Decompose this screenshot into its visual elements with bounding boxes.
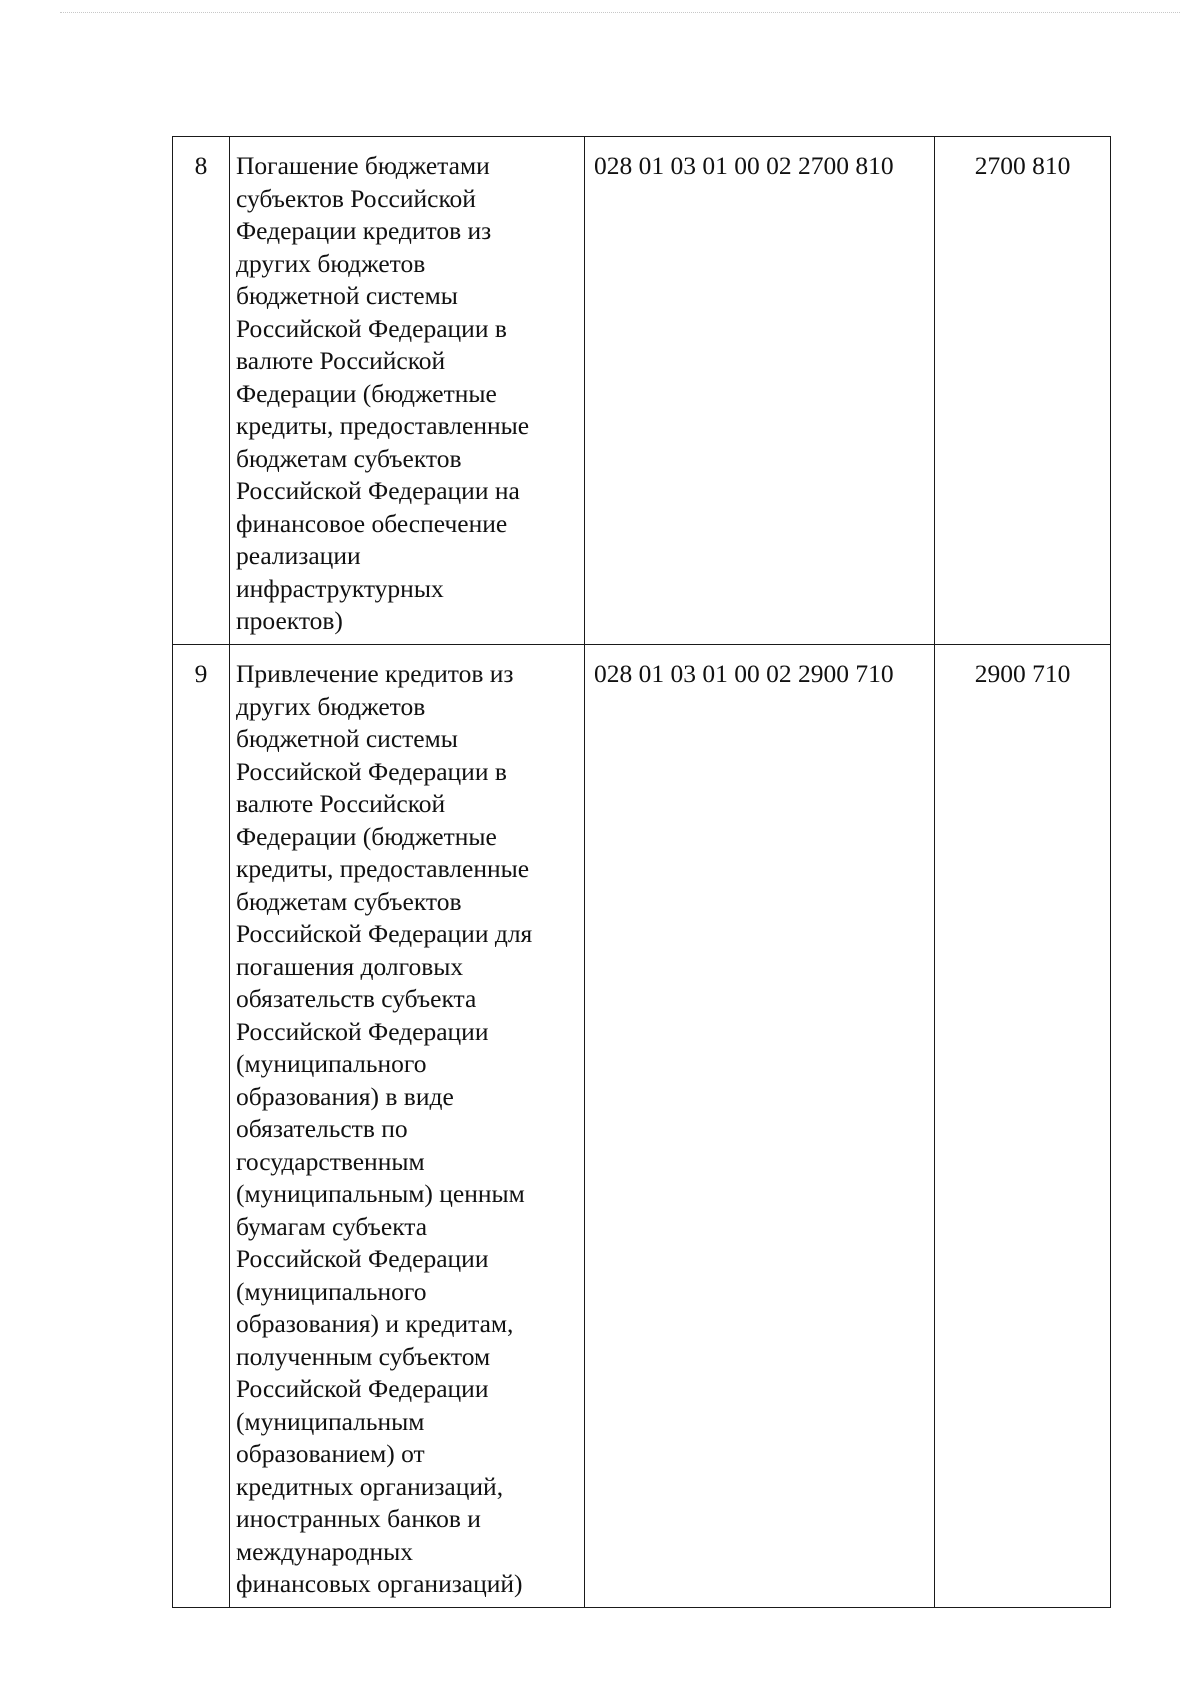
table-row <box>173 137 1111 645</box>
row-budget-code: 028 01 03 01 00 02 2900 710 <box>585 645 935 1608</box>
row-budget-code: 028 01 03 01 00 02 2700 810 <box>585 137 935 645</box>
row-description: Погашение бюджетами субъектов Российской Федерации кредитов из других бюджетов бюджетной системы Российской Федерации в валюте Российской Федерации (бюджетные кредиты, предоставленные бюджетам субъектов Российской Федерации на финансовое обеспечение реализации инфраструктурных проектов) <box>230 137 585 645</box>
row-number: 8 <box>173 137 230 645</box>
row-description: Привлечение кредитов из других бюджетов бюджетной системы Российской Федерации в валюте Российской Федерации (бюджетные кредиты, предоставленные бюджетам субъектов Российской Федерации для погашения долговых обязательств субъекта Российской Федерации (муниципального образования) в виде обязательств по государственным (муниципальным) ценным бумагам субъекта Российской Федерации (муниципального образования) и кредитам, полученным субъектом Российской Федерации (муниципальным образованием) от кредитных организаций, иностранных банков и международных финансовых организаций) <box>230 645 585 1608</box>
row-number: 9 <box>173 645 230 1608</box>
row-code-suffix: 2900 710 <box>935 645 1111 1608</box>
budget-classification-table <box>172 136 1111 1608</box>
row-code-suffix: 2700 810 <box>935 137 1111 645</box>
table-row <box>173 645 1111 1608</box>
scan-edge-artifact <box>60 12 1180 14</box>
